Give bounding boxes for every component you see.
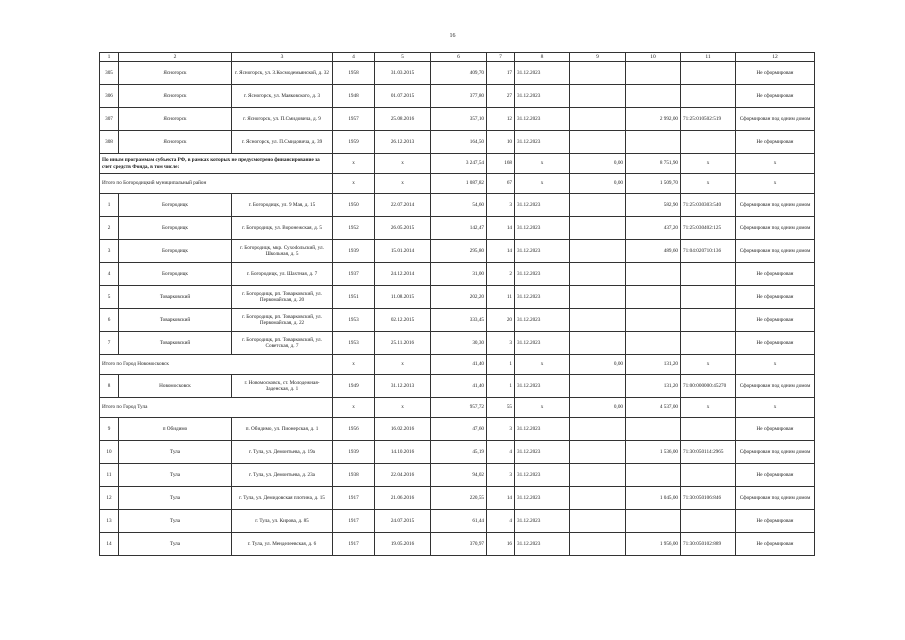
status-cell: Не сформирован xyxy=(736,510,815,533)
residents-cell: 3 xyxy=(487,194,515,217)
address-cell: г. Тула, ул. Демонтьева, д. 19а xyxy=(232,441,333,464)
year-cell: 1939 xyxy=(333,240,375,263)
deadline-cell: 31.12.2023 xyxy=(515,487,570,510)
cost-cell xyxy=(570,533,626,556)
cadastral-cell xyxy=(681,332,736,355)
date-cell: 24.07.2015 xyxy=(375,510,431,533)
date-cell: 25.11.2016 xyxy=(375,332,431,355)
area-cell: 1 087,82 xyxy=(431,174,487,194)
row-number-cell: 12 xyxy=(100,487,119,510)
subtotal-label: Итого по Богородицкий муниципальный район xyxy=(100,174,333,194)
address-cell: г. Богородицк, рп. Товарковский, ул. Первомайская, д. 22 xyxy=(232,309,333,332)
area-cell: 61,44 xyxy=(431,510,487,533)
area-cell: 41,40 xyxy=(431,375,487,398)
amount-cell: 1 509,70 xyxy=(626,174,681,194)
table-row xyxy=(100,85,815,108)
date-cell: x xyxy=(375,355,431,375)
cadastral-cell: 71:00:000000:45270 xyxy=(681,375,736,398)
row-number-cell: 13 xyxy=(100,510,119,533)
deadline-cell: 31.12.2023 xyxy=(515,464,570,487)
cost-cell xyxy=(570,375,626,398)
cadastral-cell: x xyxy=(681,174,736,194)
year-cell: 1949 xyxy=(333,375,375,398)
status-cell: Не сформирован xyxy=(736,286,815,309)
row-number-cell: 307 xyxy=(100,108,119,131)
residents-cell: 14 xyxy=(487,217,515,240)
amount-cell xyxy=(626,131,681,154)
table-row xyxy=(100,286,815,309)
table-row xyxy=(100,464,815,487)
cadastral-cell: 71:30:050102:889 xyxy=(681,533,736,556)
area-cell: 3 247,54 xyxy=(431,154,487,174)
settlement-cell: Богородицк xyxy=(119,194,232,217)
amount-cell: 8 751,90 xyxy=(626,154,681,174)
cost-cell: 0,00 xyxy=(570,355,626,375)
deadline-cell: 31.12.2023 xyxy=(515,131,570,154)
cadastral-cell: 71:25:030303:540 xyxy=(681,194,736,217)
settlement-cell: Товарковский xyxy=(119,309,232,332)
date-cell: 02.12.2015 xyxy=(375,309,431,332)
area-cell: 45,19 xyxy=(431,441,487,464)
address-cell: г. Богородицк, рп. Товарковский, ул. Советская, д. 7 xyxy=(232,332,333,355)
year-cell: 1917 xyxy=(333,487,375,510)
table-row xyxy=(100,131,815,154)
residents-cell: 14 xyxy=(487,487,515,510)
residents-cell: 12 xyxy=(487,108,515,131)
cost-cell xyxy=(570,309,626,332)
header-cell: 4 xyxy=(333,53,375,62)
row-number-cell: 305 xyxy=(100,62,119,85)
date-cell: 24.12.2014 xyxy=(375,263,431,286)
status-cell: Сформирован под одним домом xyxy=(736,441,815,464)
amount-cell xyxy=(626,263,681,286)
cadastral-cell xyxy=(681,131,736,154)
amount-cell: 131,20 xyxy=(626,355,681,375)
status-cell: x xyxy=(736,154,815,174)
residents-cell: 1 xyxy=(487,375,515,398)
date-cell: 26.05.2015 xyxy=(375,217,431,240)
deadline-cell: 31.12.2023 xyxy=(515,441,570,464)
column-number-header-row xyxy=(100,53,815,62)
address-cell: г. Ясногорск, ул. П.Смидовича, д. 9 xyxy=(232,108,333,131)
status-cell: Не сформирован xyxy=(736,62,815,85)
cadastral-cell: x xyxy=(681,154,736,174)
status-cell: Сформирован под одним домом xyxy=(736,487,815,510)
residents-cell: 16 xyxy=(487,533,515,556)
status-cell: Не сформирован xyxy=(736,85,815,108)
cost-cell xyxy=(570,510,626,533)
address-cell: г. Новомосковск, ст. Молодежная-Заденская, д. 1 xyxy=(232,375,333,398)
deadline-cell: 31.12.2023 xyxy=(515,62,570,85)
address-cell: п. Обидимо, ул. Пионерская, д. 1 xyxy=(232,418,333,441)
deadline-cell: x xyxy=(515,355,570,375)
subtotal-row xyxy=(100,154,815,174)
status-cell: Сформирован под одним домом xyxy=(736,240,815,263)
residents-cell: 67 xyxy=(487,174,515,194)
area-cell: 54,60 xyxy=(431,194,487,217)
table-row xyxy=(100,533,815,556)
settlement-cell: п Обидимо xyxy=(119,418,232,441)
amount-cell: 1 956,00 xyxy=(626,533,681,556)
deadline-cell: 31.12.2023 xyxy=(515,309,570,332)
settlement-cell: Ясногорск xyxy=(119,108,232,131)
area-cell: 377,80 xyxy=(431,85,487,108)
year-cell: 1917 xyxy=(333,510,375,533)
area-cell: 94,02 xyxy=(431,464,487,487)
address-cell: г. Богородицк, ул. 9 Мая, д. 15 xyxy=(232,194,333,217)
deadline-cell: x xyxy=(515,174,570,194)
area-cell: 202,20 xyxy=(431,286,487,309)
date-cell: 19.05.2016 xyxy=(375,533,431,556)
table-row xyxy=(100,309,815,332)
date-cell: 31.12.2013 xyxy=(375,375,431,398)
amount-cell: 4 537,00 xyxy=(626,398,681,418)
header-cell: 12 xyxy=(736,53,815,62)
deadline-cell: 31.12.2023 xyxy=(515,194,570,217)
address-cell: г. Богородицк, рп. Товарковский, ул. Первомайская, д. 20 xyxy=(232,286,333,309)
cost-cell xyxy=(570,332,626,355)
header-cell: 1 xyxy=(100,53,119,62)
year-cell: 1953 xyxy=(333,332,375,355)
row-number-cell: 6 xyxy=(100,309,119,332)
amount-cell: 2 992,00 xyxy=(626,108,681,131)
area-cell: 370,97 xyxy=(431,533,487,556)
settlement-cell: Тула xyxy=(119,464,232,487)
year-cell: 1959 xyxy=(333,131,375,154)
residents-cell: 11 xyxy=(487,286,515,309)
cadastral-cell: x xyxy=(681,355,736,375)
settlement-cell: Ясногорск xyxy=(119,131,232,154)
subtotal-label: Итого по Город Тула xyxy=(100,398,333,418)
row-number-cell: 9 xyxy=(100,418,119,441)
residents-cell: 10 xyxy=(487,131,515,154)
residents-cell: 4 xyxy=(487,441,515,464)
header-cell: 6 xyxy=(431,53,487,62)
residents-cell: 55 xyxy=(487,398,515,418)
cadastral-cell: 71:30:050114:2965 xyxy=(681,441,736,464)
settlement-cell: Тула xyxy=(119,510,232,533)
area-cell: 409,70 xyxy=(431,62,487,85)
header-cell: 9 xyxy=(570,53,626,62)
year-cell: 1951 xyxy=(333,286,375,309)
amount-cell: 489,60 xyxy=(626,240,681,263)
table-row xyxy=(100,441,815,464)
year-cell: 1938 xyxy=(333,464,375,487)
residents-cell: 3 xyxy=(487,418,515,441)
area-cell: 220,55 xyxy=(431,487,487,510)
date-cell: 31.03.2015 xyxy=(375,62,431,85)
status-cell: Сформирован под одним домом xyxy=(736,375,815,398)
cadastral-cell xyxy=(681,62,736,85)
cadastral-cell xyxy=(681,286,736,309)
date-cell: 21.06.2016 xyxy=(375,487,431,510)
table-row xyxy=(100,62,815,85)
residents-cell: 20 xyxy=(487,309,515,332)
date-cell: 01.07.2015 xyxy=(375,85,431,108)
cadastral-cell xyxy=(681,464,736,487)
status-cell: Не сформирован xyxy=(736,418,815,441)
deadline-cell: 31.12.2023 xyxy=(515,510,570,533)
area-cell: 31,00 xyxy=(431,263,487,286)
cadastral-cell: 71:25:010502:519 xyxy=(681,108,736,131)
year-cell: x xyxy=(333,154,375,174)
header-cell: 7 xyxy=(487,53,515,62)
status-cell: Не сформирован xyxy=(736,263,815,286)
cost-cell xyxy=(570,194,626,217)
amount-cell xyxy=(626,510,681,533)
cost-cell xyxy=(570,62,626,85)
cost-cell xyxy=(570,85,626,108)
header-cell: 11 xyxy=(681,53,736,62)
row-number-cell: 5 xyxy=(100,286,119,309)
header-cell: 3 xyxy=(232,53,333,62)
subtotal-row xyxy=(100,174,815,194)
cost-cell xyxy=(570,441,626,464)
year-cell: 1956 xyxy=(333,418,375,441)
address-cell: г. Ясногорск, ул. П.Смидовича, д. 39 xyxy=(232,131,333,154)
page-number: 16 xyxy=(449,33,456,39)
deadline-cell: 31.12.2023 xyxy=(515,418,570,441)
cadastral-cell: 71:25:030402:125 xyxy=(681,217,736,240)
residents-cell: 1 xyxy=(487,355,515,375)
row-number-cell: 1 xyxy=(100,194,119,217)
residents-cell: 27 xyxy=(487,85,515,108)
cadastral-cell: 71:04:020710:136 xyxy=(681,240,736,263)
address-cell: г. Тула, ул. Менделеевская, д. 6 xyxy=(232,533,333,556)
deadline-cell: x xyxy=(515,398,570,418)
area-cell: 957,72 xyxy=(431,398,487,418)
amount-cell: 582,90 xyxy=(626,194,681,217)
year-cell: 1952 xyxy=(333,217,375,240)
cost-cell xyxy=(570,263,626,286)
status-cell: Сформирован под одним домом xyxy=(736,108,815,131)
deadline-cell: 31.12.2023 xyxy=(515,375,570,398)
year-cell: 1948 xyxy=(333,85,375,108)
area-cell: 357,10 xyxy=(431,108,487,131)
amount-cell xyxy=(626,418,681,441)
address-cell: г. Ясногорск, ул. Маяковского, д. 3 xyxy=(232,85,333,108)
year-cell: 1917 xyxy=(333,533,375,556)
date-cell: x xyxy=(375,174,431,194)
status-cell: Не сформирован xyxy=(736,464,815,487)
year-cell: x xyxy=(333,174,375,194)
residents-cell: 168 xyxy=(487,154,515,174)
address-cell: г. Богородицк, ул. Воронежская, д. 5 xyxy=(232,217,333,240)
row-number-cell: 11 xyxy=(100,464,119,487)
cost-cell xyxy=(570,131,626,154)
cadastral-cell: 71:30:050106:846 xyxy=(681,487,736,510)
amount-cell xyxy=(626,286,681,309)
amount-cell xyxy=(626,309,681,332)
deadline-cell: 31.12.2023 xyxy=(515,263,570,286)
cadastral-cell xyxy=(681,263,736,286)
area-cell: 295,80 xyxy=(431,240,487,263)
row-number-cell: 14 xyxy=(100,533,119,556)
row-number-cell: 8 xyxy=(100,375,119,398)
date-cell: 15.01.2014 xyxy=(375,240,431,263)
amount-cell: 1 045,00 xyxy=(626,487,681,510)
date-cell: 22.07.2014 xyxy=(375,194,431,217)
amount-cell: 437,20 xyxy=(626,217,681,240)
deadline-cell: 31.12.2023 xyxy=(515,108,570,131)
address-cell: г. Тула, ул. Демидовская плотина, д. 15 xyxy=(232,487,333,510)
settlement-cell: Товарковский xyxy=(119,332,232,355)
settlement-cell: Богородицк xyxy=(119,217,232,240)
year-cell: x xyxy=(333,398,375,418)
settlement-cell: Тула xyxy=(119,487,232,510)
amount-cell xyxy=(626,464,681,487)
deadline-cell: 31.12.2023 xyxy=(515,533,570,556)
table-row xyxy=(100,332,815,355)
table-row xyxy=(100,487,815,510)
address-cell: г. Богородицк, ул. Шахтная, д. 7 xyxy=(232,263,333,286)
cost-cell: 0,00 xyxy=(570,398,626,418)
residents-cell: 3 xyxy=(487,332,515,355)
year-cell: 1958 xyxy=(333,62,375,85)
row-number-cell: 10 xyxy=(100,441,119,464)
header-cell: 5 xyxy=(375,53,431,62)
residents-cell: 17 xyxy=(487,62,515,85)
settlement-cell: Ясногорск xyxy=(119,62,232,85)
subtotal-row xyxy=(100,398,815,418)
date-cell: x xyxy=(375,154,431,174)
cost-cell xyxy=(570,240,626,263)
amount-cell xyxy=(626,85,681,108)
deadline-cell: 31.12.2023 xyxy=(515,240,570,263)
deadline-cell: 31.12.2023 xyxy=(515,217,570,240)
year-cell: 1939 xyxy=(333,441,375,464)
row-number-cell: 306 xyxy=(100,85,119,108)
year-cell: 1937 xyxy=(333,263,375,286)
row-number-cell: 7 xyxy=(100,332,119,355)
year-cell: 1953 xyxy=(333,309,375,332)
status-cell: x xyxy=(736,174,815,194)
settlement-cell: Новомосковск xyxy=(119,375,232,398)
year-cell: x xyxy=(333,355,375,375)
deadline-cell: 31.12.2023 xyxy=(515,286,570,309)
date-cell: 16.02.2016 xyxy=(375,418,431,441)
housing-table xyxy=(99,52,815,556)
area-cell: 164,50 xyxy=(431,131,487,154)
cadastral-cell xyxy=(681,85,736,108)
status-cell: Не сформирован xyxy=(736,332,815,355)
address-cell: г. Тула, ул. Кирова, д. 85 xyxy=(232,510,333,533)
area-cell: 41,40 xyxy=(431,355,487,375)
deadline-cell: 31.12.2023 xyxy=(515,332,570,355)
table-row xyxy=(100,418,815,441)
header-cell: 10 xyxy=(626,53,681,62)
date-cell: x xyxy=(375,398,431,418)
cadastral-cell: x xyxy=(681,398,736,418)
row-number-cell: 3 xyxy=(100,240,119,263)
residents-cell: 4 xyxy=(487,510,515,533)
subtotal-label: По иным программам субъекта РФ, в рамках которых не предусмотрено финансирование за счет средств Фонда, в том числе: xyxy=(100,154,333,174)
table-row xyxy=(100,108,815,131)
area-cell: 333,45 xyxy=(431,309,487,332)
deadline-cell: x xyxy=(515,154,570,174)
cost-cell: 0,00 xyxy=(570,174,626,194)
cadastral-cell xyxy=(681,510,736,533)
table-row xyxy=(100,240,815,263)
deadline-cell: 31.12.2023 xyxy=(515,85,570,108)
area-cell: 142,47 xyxy=(431,217,487,240)
date-cell: 14.10.2016 xyxy=(375,441,431,464)
status-cell: Сформирован под одним домом xyxy=(736,217,815,240)
amount-cell: 1 536,00 xyxy=(626,441,681,464)
residents-cell: 14 xyxy=(487,240,515,263)
year-cell: 1950 xyxy=(333,194,375,217)
header-cell: 2 xyxy=(119,53,232,62)
cost-cell xyxy=(570,487,626,510)
table-row xyxy=(100,217,815,240)
cadastral-cell xyxy=(681,309,736,332)
settlement-cell: Тула xyxy=(119,441,232,464)
status-cell: x xyxy=(736,355,815,375)
settlement-cell: Товарковский xyxy=(119,286,232,309)
address-cell: г. Тула, ул. Демонтьева, д. 23а xyxy=(232,464,333,487)
status-cell: Не сформирован xyxy=(736,309,815,332)
date-cell: 11.08.2015 xyxy=(375,286,431,309)
header-cell: 8 xyxy=(515,53,570,62)
settlement-cell: Богородицк xyxy=(119,240,232,263)
table-row xyxy=(100,375,815,398)
cost-cell: 0,00 xyxy=(570,154,626,174)
status-cell: Сформирован под одним домом xyxy=(736,194,815,217)
status-cell: x xyxy=(736,398,815,418)
subtotal-row xyxy=(100,355,815,375)
amount-cell xyxy=(626,332,681,355)
residents-cell: 2 xyxy=(487,263,515,286)
year-cell: 1957 xyxy=(333,108,375,131)
address-cell: г. Ясногорск, ул. З.Космодемьянской, д. 32 xyxy=(232,62,333,85)
settlement-cell: Ясногорск xyxy=(119,85,232,108)
cost-cell xyxy=(570,418,626,441)
cost-cell xyxy=(570,286,626,309)
area-cell: 47,60 xyxy=(431,418,487,441)
row-number-cell: 308 xyxy=(100,131,119,154)
cadastral-cell xyxy=(681,418,736,441)
subtotal-label: Итого по Город Новомосковск xyxy=(100,355,333,375)
table-row xyxy=(100,263,815,286)
table-row xyxy=(100,510,815,533)
cost-cell xyxy=(570,464,626,487)
table-row xyxy=(100,194,815,217)
date-cell: 26.12.2013 xyxy=(375,131,431,154)
row-number-cell: 2 xyxy=(100,217,119,240)
amount-cell: 131,20 xyxy=(626,375,681,398)
settlement-cell: Тула xyxy=(119,533,232,556)
settlement-cell: Богородицк xyxy=(119,263,232,286)
cost-cell xyxy=(570,217,626,240)
residents-cell: 3 xyxy=(487,464,515,487)
status-cell: Не сформирован xyxy=(736,131,815,154)
status-cell: Не сформирован xyxy=(736,533,815,556)
area-cell: 30,30 xyxy=(431,332,487,355)
date-cell: 22.04.2016 xyxy=(375,464,431,487)
date-cell: 25.08.2016 xyxy=(375,108,431,131)
cost-cell xyxy=(570,108,626,131)
amount-cell xyxy=(626,62,681,85)
address-cell: г. Богородицк, мкр. Сухоdольский, ул. Школьная, д. 5 xyxy=(232,240,333,263)
row-number-cell: 4 xyxy=(100,263,119,286)
